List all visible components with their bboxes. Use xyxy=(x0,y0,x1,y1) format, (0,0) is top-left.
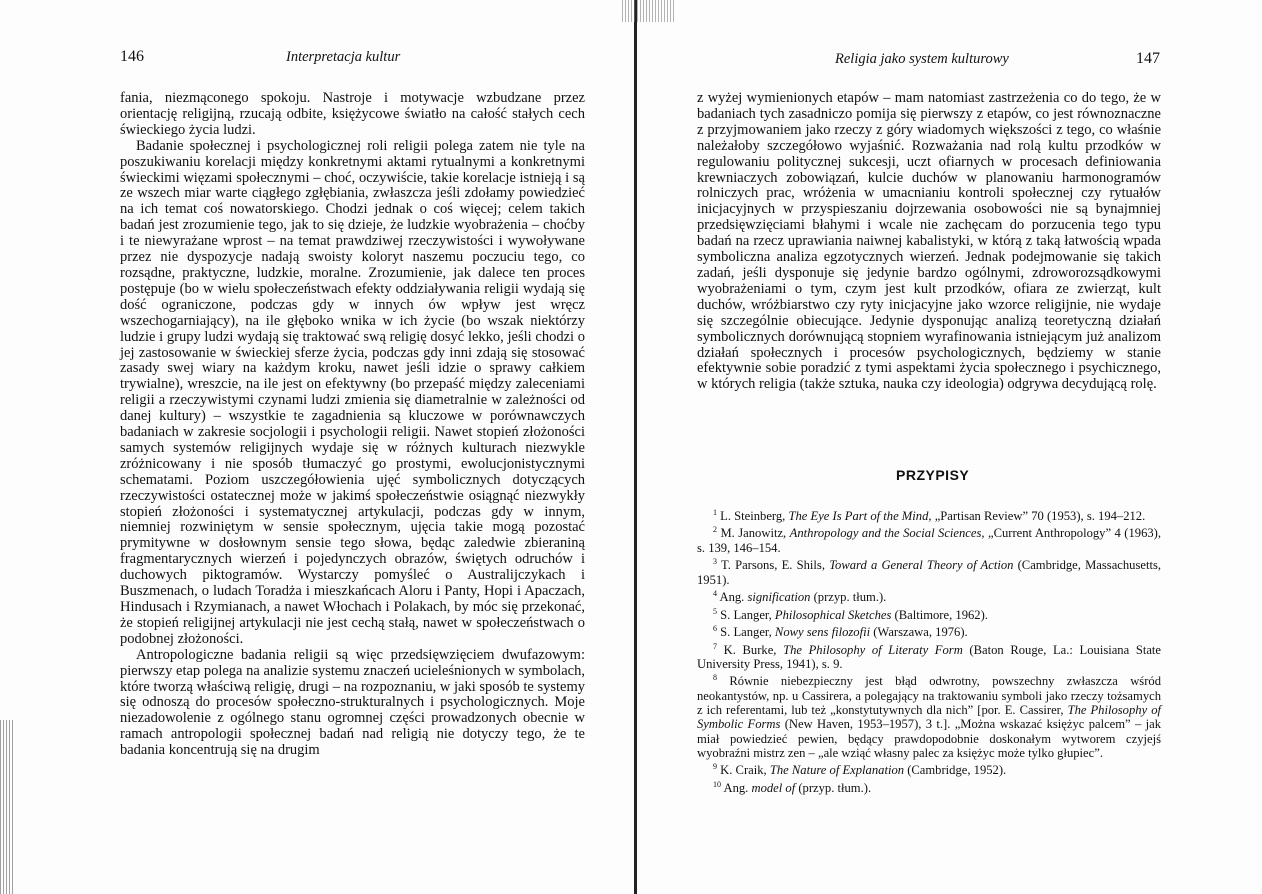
footnote xyxy=(697,622,1161,639)
footnote xyxy=(697,523,1161,555)
footnote-number: 7 xyxy=(713,641,717,651)
footnote xyxy=(697,555,1161,587)
paragraph: z wyżej wymienionych etapów – mam natomiast zastrzeżenia co do tego, że w badaniach tych zasadniczo pomija się pierwszy z etapów, co jest równoznaczne z przyjmowaniem jako rzeczy z góry wiadomych większości z tego, co właśnie należałoby szczegółowo wyjaśnić. Rozważania nad rolą kultu przodków w regulowaniu politycznej sukcesji, uczt ofiarnych w procesach definiowania krewniaczych zobowiązań, kulcie duchów w planowaniu harmonogramów rolniczych prac, wróżenia w umacnianiu kontroli społecznej czy rytuałów inicjacyjnych w przyspieszaniu dojrzewania osobowości nie są bynajmniej przedsięwzięciami błahymi i wcale nie zachęcam do porzucenia tego typu badań na rzecz uprawiania naiwnej kabalistyki, w którą z taką łatwością wpada symboliczna analiza egzotycznych wierzeń. Jednak podejmowanie się takich zadań, jeśli dysponuje się jedynie bardzo ogólnymi, zdroworozsądkowymi wyobrażeniami o tym, czym jest kult przodków, ofiara ze zwierząt, kult duchów, wróżbiarstwo czy ryty inicjacyjne jako wzorce religijnie, nie wydaje się szczególnie obiecujące. Jedynie dysponując analizą teoretyczną działań symbolicznych dorównującą stopniem wyrafinowania istniejącym już analizom działań społecznych i procesów psychologicznych, będziemy w stanie efektywnie sobie poradzić z tymi aspektami życia społecznego i psychicznego, w których religia (także sztuka, nauka czy ideologia) odgrywa decydującą rolę. xyxy=(697,90,1161,393)
footnote-text: S. Langer, xyxy=(720,625,775,640)
notes-heading: PRZYPISY xyxy=(896,467,970,483)
running-head: Interpretacja kultur xyxy=(286,49,401,65)
footnote-text: Ang. xyxy=(723,780,752,795)
footnote-text: T. Parsons, E. Shils, xyxy=(720,558,830,573)
footnote xyxy=(697,640,1161,672)
footnote-title: Anthropology and the Social Sciences xyxy=(789,526,982,541)
footnote xyxy=(697,587,1161,604)
footnote-title: Toward a General Theory of Action xyxy=(829,558,1014,573)
footnote-text: S. Langer, xyxy=(720,607,775,622)
footnote-text: Ang. xyxy=(719,590,748,605)
footnote xyxy=(697,506,1161,523)
footnote-text: (Cambridge, Massachusetts, 1951). xyxy=(697,558,1162,587)
footnote-text: (Baton Rouge, La.: Louisiana State University Press, 1941), s. 9. xyxy=(697,642,1162,671)
footnote xyxy=(697,671,1161,760)
footnote xyxy=(697,778,1161,795)
footnote-title: signification xyxy=(747,590,811,605)
footnote-text: , „Current Anthropology” 4 (1963), s. 139, 146–154. xyxy=(697,526,1162,555)
footnote xyxy=(697,760,1161,777)
page-number: 147 xyxy=(1136,50,1160,67)
running-head: Religia jako system kulturowy xyxy=(835,51,1009,67)
footnote-number: 4 xyxy=(713,589,717,599)
footnote-number: 1 xyxy=(713,508,717,517)
footnote-title: Philosophical Sketches xyxy=(774,607,892,622)
footnote-number: 6 xyxy=(713,624,717,634)
body-text xyxy=(697,91,1161,393)
footnote-text: K. Burke, xyxy=(723,642,784,657)
footnote-number: 10 xyxy=(713,779,721,789)
footnote-title: The Philosophy of Literaty Form xyxy=(783,642,963,657)
footnote-text: (Baltimore, 1962). xyxy=(891,607,988,622)
footnote-text: (przyp. tłum.). xyxy=(810,590,887,605)
right-page xyxy=(637,0,1262,894)
body-text xyxy=(120,91,585,759)
paragraph: Antropologiczne badania religii są więc przedsięwzięciem dwufazowym: pierwszy etap polega na analizie systemu znaczeń ucieleśnionych w symbolach, które tworzą właściwą religię, drugi – na rozpoznaniu, w jaki sposób te systemy się odnoszą do procesów społeczno-strukturalnych i psychologicznych. Moje niezadowolenie z ogólnego stanu ogromnej części prowadzonych obecnie w ramach antropologii społecznej badań nad religią nie dotyczy tego, że te badania koncentrują się na drugim xyxy=(120,646,585,759)
footnote-text: (Warszawa, 1976). xyxy=(870,625,968,640)
footnote-title: The Philosophy of Symbolic Forms xyxy=(697,703,1161,732)
footnote-text: Równie niebezpieczny jest błąd odwrotny, powszechny zwłaszcza wśród neokantystów, np. u Cassirera, a polegający na traktowaniu symboli jako rzeczy tożsamych z ich referentami, lub też „konstytutywnych dla nich” [por. E. Cassirer, xyxy=(697,674,1161,718)
footnotes xyxy=(697,506,1161,795)
footnote-text: M. Janowitz, xyxy=(720,526,790,541)
footnote-text: (przyp. tłum.). xyxy=(795,780,872,795)
footnote-title: Nowy sens filozofii xyxy=(774,625,871,640)
footnote-number: 8 xyxy=(713,673,717,683)
page-number: 146 xyxy=(120,48,144,65)
paragraph: Badanie społecznej i psychologicznej roli religii polega zatem nie tyle na poszukiwaniu korelacji między konkretnymi aktami rytualnymi a konkretnymi świeckimi więzami społecznymi – choć, oczywiście, takie korelacje istnieją i są ze wszech miar warte ciągłego zgłębiania, zwłaszcza jeśli zdołamy powiedzieć na ich temat coś nowatorskiego. Chodzi jednak o coś więcej; celem takich badań jest zrozumienie tego, jak to się dzieje, że ludzkie wyobrażenia – choćby i te niewyrażane wprost – na temat prawdziwej rzeczywistości i wywoływane przez nie dyspozycje nadają swoisty koloryt naszemu poczuciu tego, co rozsądne, praktyczne, ludzkie, moralne. Zrozumienie, jak dalece ten proces postępuje (bo w wielu społeczeństwach efekty oddziaływania religii wydają się dość ograniczone, podczas gdy w innych ów wpływ jest wręcz wszechogarniający), na ile głęboko wnika w ich życie (bo wszak niektórzy ludzie i grupy ludzi wydają się traktować swą religię dosyć lekko, jeśli chodzi o jej zastosowanie w świeckiej sferze życia, podczas gdy inni zdają się stosować zasady swej wiary na każdym kroku, nawet jeśli idzie o sprawy całkiem trywialne), wreszcie, na ile jest on efektywny (bo przepaść między zaleceniami religii a rzeczywistymi czynami ludzi zmienia się diametralnie w zależności od danej kultury) – wszystkie te zagadnienia są kluczowe w porównawczych badaniach w zakresie socjologii i psychologii religii. Nawet stopień złożoności samych systemów religijnych wydaje się w różnych kulturach niezwykle zróżnicowany i nie sposób tłumaczyć go prostymi, ewolucjonistycznymi schematami. Poziom uszczegółowienia ujęć symbolicznych dotyczących rzeczywistości ostatecznej może w jakimś społeczeństwie osiągnąć niezwykły stopień złożoności i systematycznej artykulacji, podczas gdy w innym, niemniej rozwiniętym w sensie społecznym, ujęcia takie mogą pozostać prymitywne w dosłownym sensie tego słowa, będąc zaledwie zbieraniną fragmentarycznych wierzeń i pojedynczych obrazów, świętych odruchów i duchowych piktogramów. Wystarczy pomyśleć o Australijczykach i Buszmenach, o ludach Toradża i mieszkańcach Aloru i Panty, Hopi i Apaczach, Hindusach i Rzymianach, a nawet Włochach i Polakach, by móc się przekonać, że stopień religijnej artykulacji nie jest cechą stałą, nawet w społeczeństwach o podobnej złożoności. xyxy=(120,137,585,647)
footnote-title: model of xyxy=(751,780,796,795)
footnote xyxy=(697,605,1161,622)
footnote-number: 9 xyxy=(713,762,717,772)
footnote-text: K. Craik, xyxy=(720,763,770,778)
footnote-title: The Nature of Explanation xyxy=(769,763,905,778)
footnote-text: „Partisan Review” 70 (1953), s. 194–212. xyxy=(931,509,1146,524)
footnote-text: (New Haven, 1953–1957), 3 t.]. „Można wskazać księżyc palcem” – jak miał powiedzieć pewien, będący prawdopodobnie doskonałym wytworem czyjejś wyobraźni mistrz zen – „ale wziąć własny palec za księżyc może tylko głupiec”. xyxy=(697,717,1161,760)
footnote-number: 3 xyxy=(713,557,717,567)
footnote-title: The Eye Is Part of the Mind, xyxy=(788,509,932,524)
footnote-text: L. Steinberg, xyxy=(720,509,789,524)
footnote-number: 5 xyxy=(713,606,717,616)
footnote-number: 2 xyxy=(713,525,717,535)
paragraph: fania, niezmąconego spokoju. Nastroje i motywacje wzbudzane przez orientację religijną, rzucają odbite, księżycowe światło na całość stałych cech świeckiego życia ludzi. xyxy=(120,90,585,138)
footnote-text: (Cambridge, 1952). xyxy=(904,763,1007,778)
